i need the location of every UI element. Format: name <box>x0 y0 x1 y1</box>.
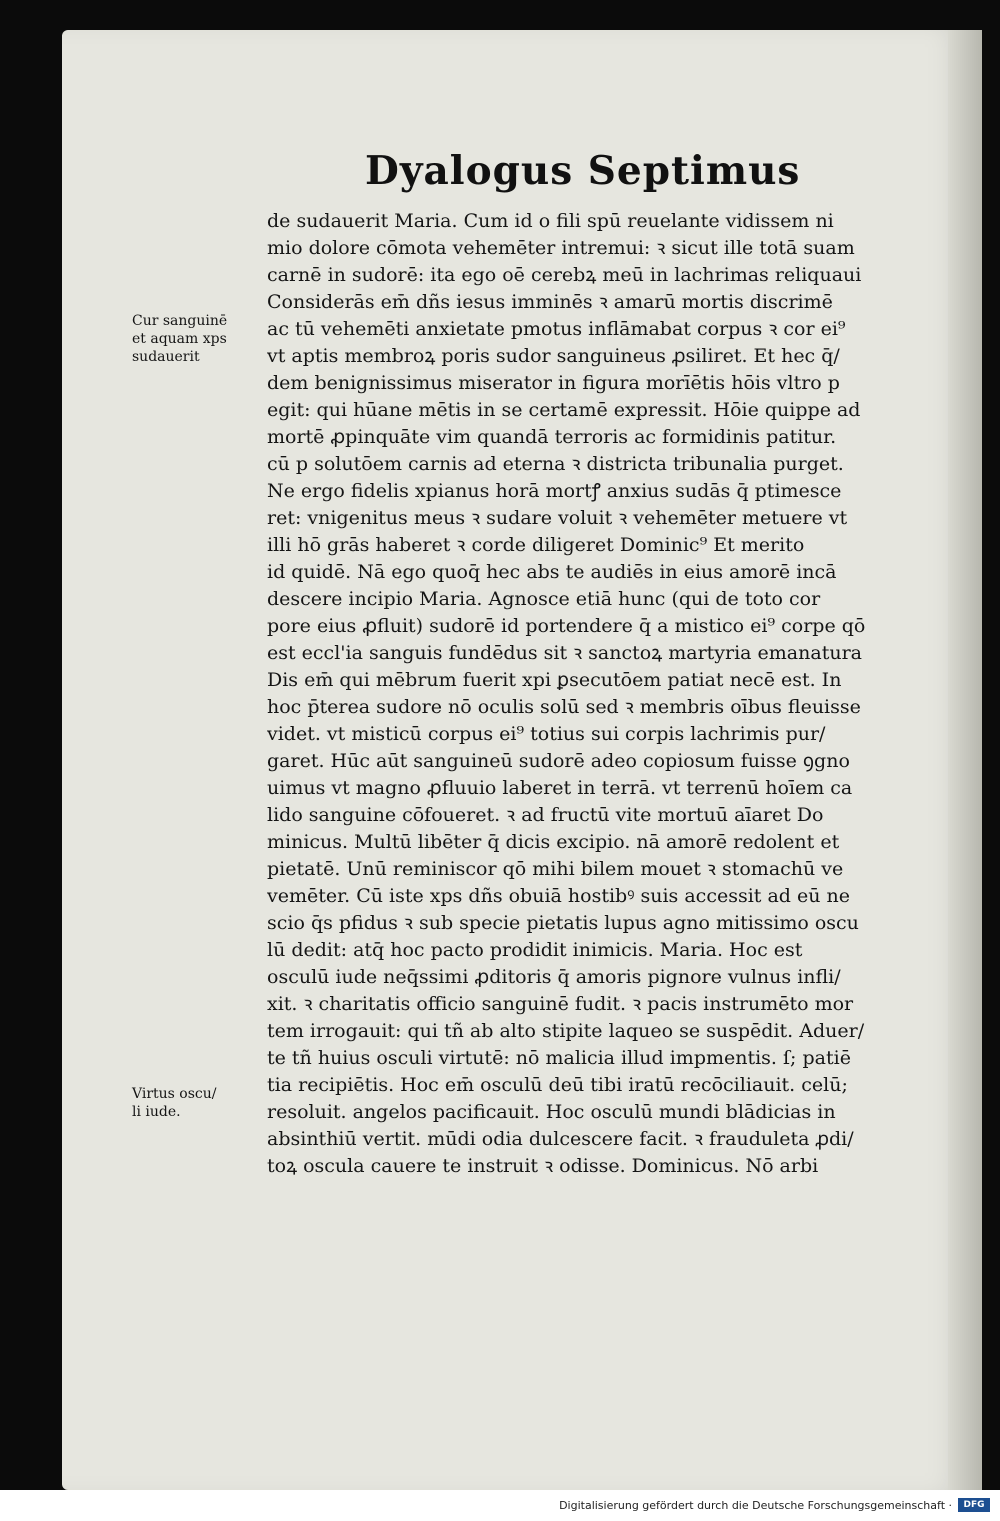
body-text-column <box>267 208 885 1180</box>
text-line: tia recipiētis. Hoc em̄ osculū deū tibi iratū recōciliauit. celū; <box>267 1074 848 1096</box>
marginal-note-line: Cur sanguinē <box>132 313 228 329</box>
text-line: te tñ huius osculi virtutē: nō malicia illud impmentis. ſ; patiē <box>267 1047 851 1069</box>
text-line: id quidē. Nā ego quoq̄ hec abs te audiēs in eius amorē incā <box>267 561 837 583</box>
text-line: Considerās em̄ dñs iesus imminēs ꝛ amarū mortis discrimē <box>267 291 833 313</box>
text-line: cū p solutōem carnis ad eterna ꝛ districta tribunalia purget. <box>267 453 844 475</box>
funding-notice: Digitalisierung gefördert durch die Deutsche Forschungsgemeinschaft · <box>559 1499 952 1512</box>
text-line: carnē in sudorē: ita ego oē cerebꝝ meū in lachrimas reliquaui <box>267 264 862 286</box>
text-line: tem irrogauit: qui tñ ab alto stipite laqueo se suspēdit. Aduer/ <box>267 1020 865 1042</box>
text-line: vemēter. Cū iste xps dñs obuiā hostibꝰ suis accessit ad eū ne <box>267 885 850 907</box>
marginal-note-line: li iude. <box>132 1104 181 1120</box>
text-line: resoluit. angelos pacificauit. Hoc osculū mundi blādicias in <box>267 1101 836 1123</box>
text-line: pore eius ꝓfluit) sudorē id portendere q̄ a mistico ei⁹ corpe qō <box>267 615 866 637</box>
text-line: pietatē. Unū reminiscor qō mihi bilem mouet ꝛ stomachū ve <box>267 858 844 880</box>
text-line: ac tū vehemēti anxietate pmotus inflāmabat corpus ꝛ cor ei⁹ <box>267 318 846 340</box>
marginal-note-line: sudauerit <box>132 349 200 365</box>
marginal-note-line: et aquam xps <box>132 331 227 347</box>
text-line: descere incipio Maria. Agnosce etiā hunc (qui de toto cor <box>267 588 821 610</box>
text-line: lū dedit: atq̄ hoc pacto prodidit inimicis. Maria. Hoc est <box>267 939 803 961</box>
text-line: absinthiū vertit. mūdi odia dulcescere facit. ꝛ frauduleta ꝓdi/ <box>267 1128 854 1150</box>
text-line: scio q̄s pfidus ꝛ sub specie pietatis lupus agno mitissimo oscu <box>267 912 859 934</box>
page-edge-shadow <box>948 30 982 1490</box>
text-line: Dis em̄ qui mēbrum fuerit xpi ꝑsecutōem patiat necē est. In <box>267 669 842 691</box>
marginal-note-2 <box>132 1085 267 1121</box>
text-line: est eccl'ia sanguis fundēdus sit ꝛ sanctoꝝ martyria emanatura <box>267 642 862 664</box>
text-line: Ne ergo fidelis xpianus horā mortꝭ anxius sudās q̄ ptimesce <box>267 480 842 502</box>
dfg-logo-icon: DFG <box>958 1498 990 1512</box>
text-line: toꝝ oscula cauere te instruit ꝛ odisse. Dominicus. Nō arbi <box>267 1155 819 1177</box>
text-line: dem benignissimus miserator in figura morīētis hōis vltro p <box>267 372 840 394</box>
text-line: mortē ꝓpinquāte vim quandā terroris ac formidinis patitur. <box>267 426 837 448</box>
marginal-note-line: Virtus oscu/ <box>132 1086 217 1102</box>
text-line: mio dolore cōmota vehemēter intremui: ꝛ sicut ille totā suam <box>267 237 855 259</box>
text-line: egit: qui hūane mētis in se certamē expressit. Hōie quippe ad <box>267 399 861 421</box>
text-line: ret: vnigenitus meus ꝛ sudare voluit ꝛ vehemēter metuere vt <box>267 507 848 529</box>
text-line: osculū iude neq̄ssimi ꝓditoris q̄ amoris pignore vulnus infli/ <box>267 966 841 988</box>
text-line: lido sanguine cōfoueret. ꝛ ad fructū vite mortuū aīaret Do <box>267 804 824 826</box>
text-line: de sudauerit Maria. Cum id o fili spū reuelante vidissem ni <box>267 210 834 232</box>
text-line: xit. ꝛ charitatis officio sanguinē fudit. ꝛ pacis instrumēto mor <box>267 993 854 1015</box>
text-line: garet. Hūc aūt sanguineū sudorē adeo copiosum fuisse ꝯgno <box>267 750 850 772</box>
text-line: videt. vt misticū corpus ei⁹ totius sui corpis lachrimis pur/ <box>267 723 826 745</box>
text-line: minicus. Multū libēter q̄ dicis excipio. nā amorē redolent et <box>267 831 840 853</box>
text-line: vt aptis membroꝝ poris sudor sanguineus ꝓsiliret. Et hec q̄/ <box>267 345 840 367</box>
page-heading: Dyalogus Septimus <box>365 148 801 194</box>
text-line: illi hō grās haberet ꝛ corde diligeret Dominic⁹ Et merito <box>267 534 805 556</box>
footer-bar <box>0 1490 1000 1521</box>
marginal-note-1 <box>132 312 267 366</box>
text-line: hoc p̄terea sudore nō oculis solū sed ꝛ membris oībus fleuisse <box>267 696 861 718</box>
text-line: uimus vt magno ꝓfluuio laberet in terrā. vt terrenū hoīem ca <box>267 777 853 799</box>
